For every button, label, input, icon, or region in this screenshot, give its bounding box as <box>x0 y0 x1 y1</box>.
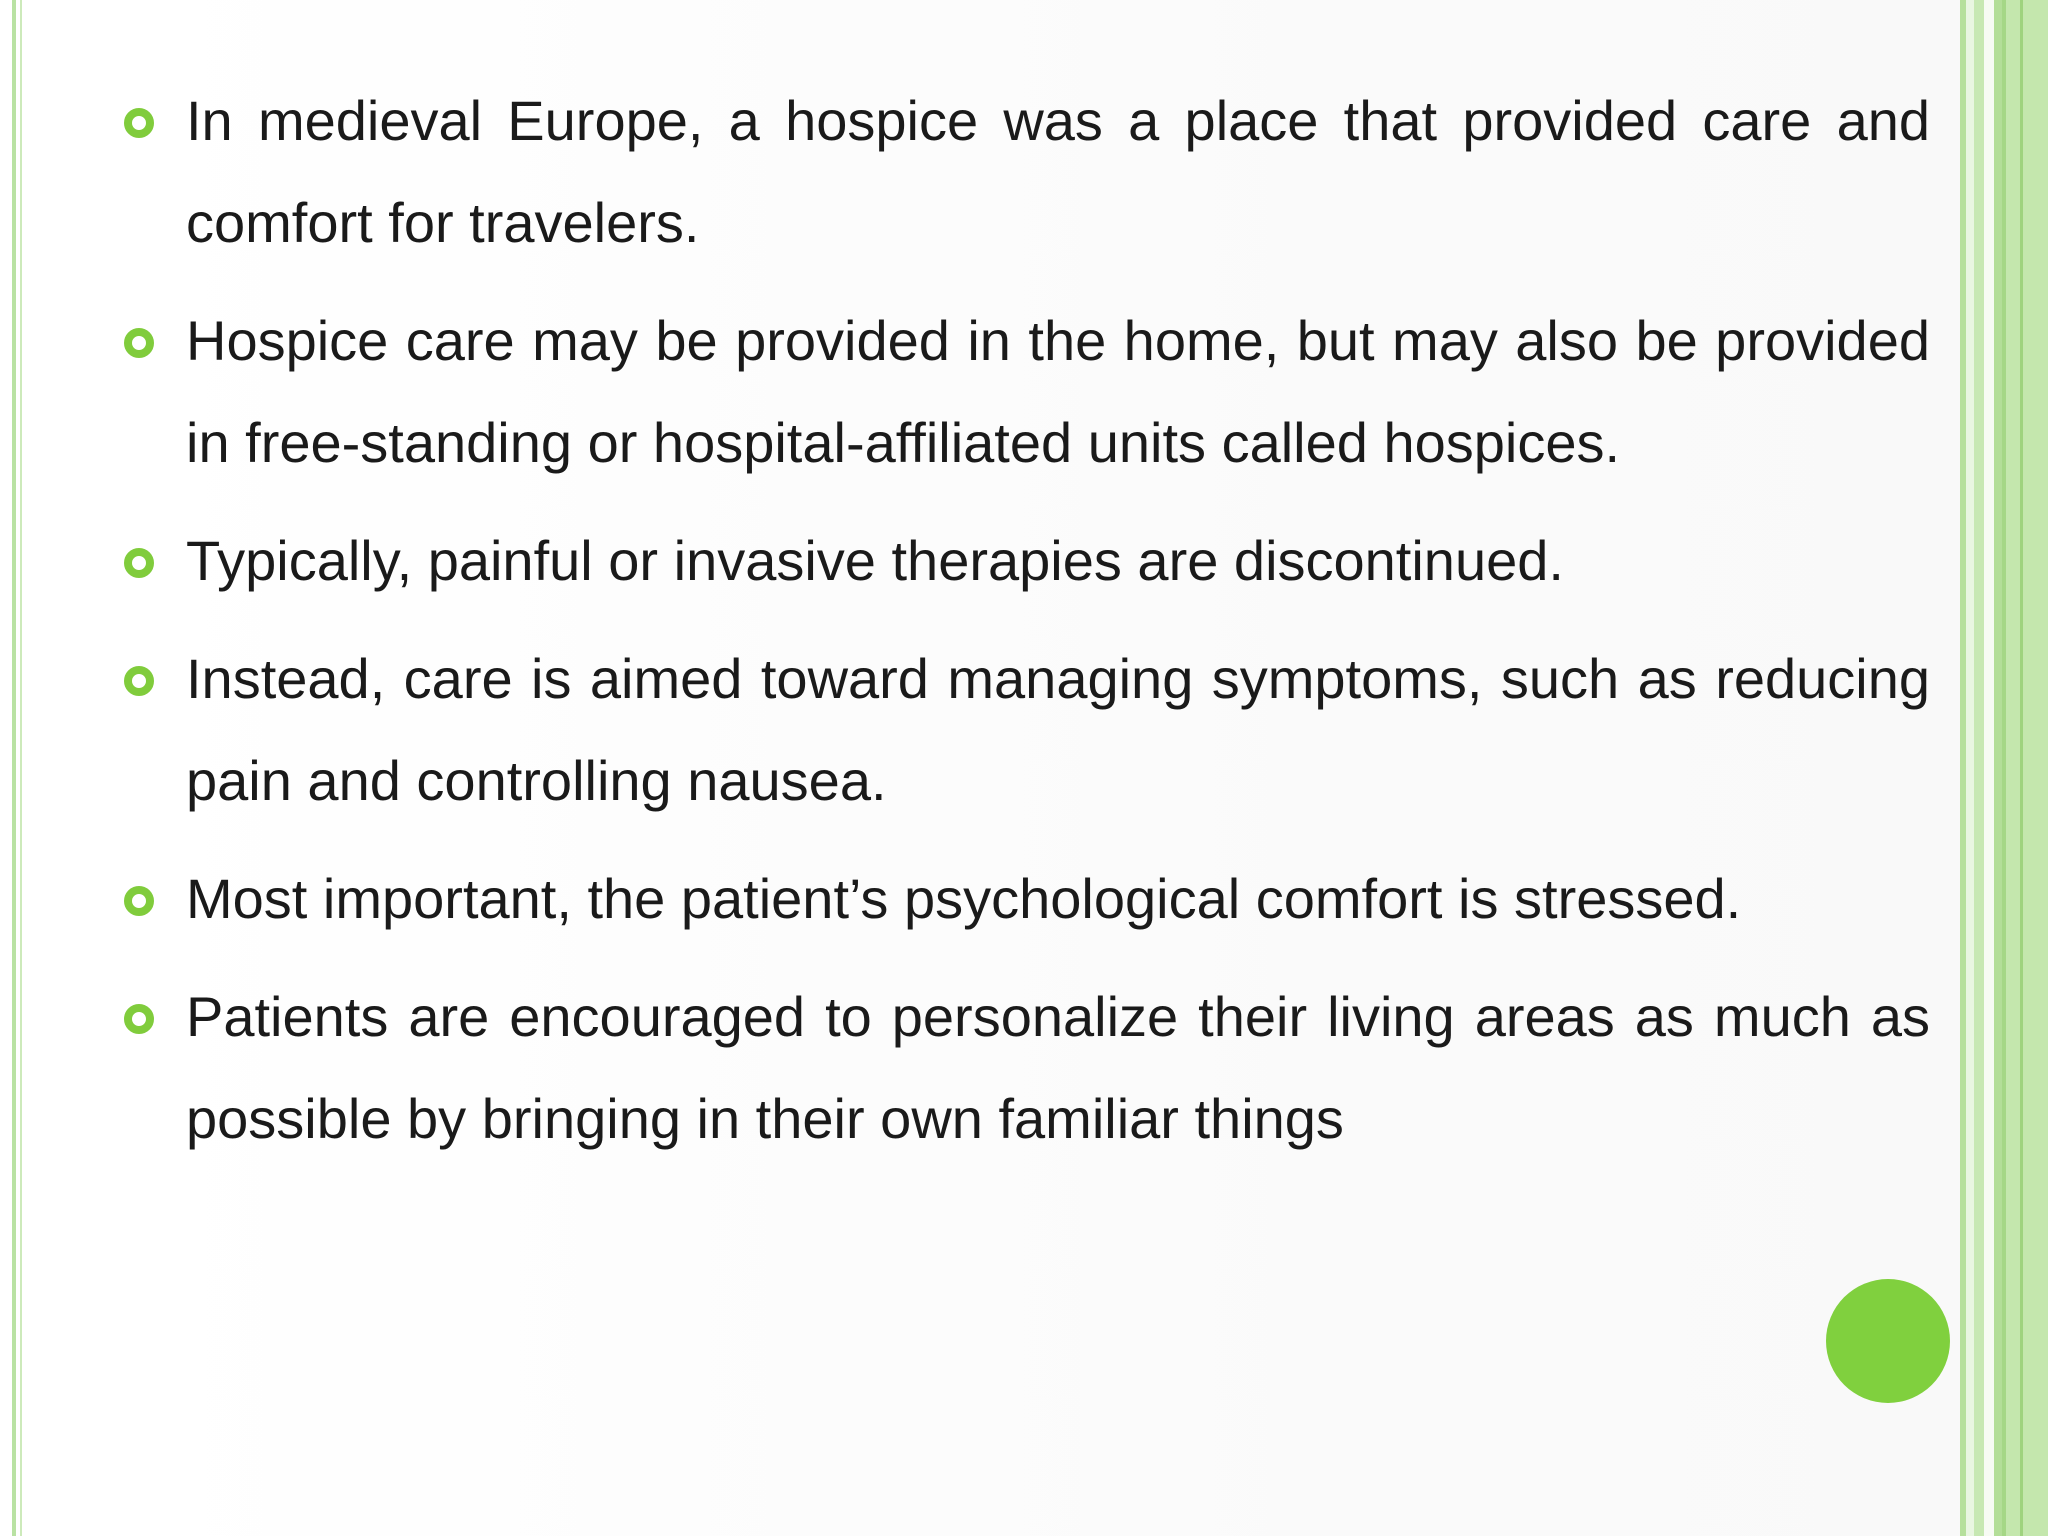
right-border-stripe <box>1974 0 1984 1536</box>
bullet-item <box>120 510 1930 612</box>
ring-bullet-icon <box>124 548 154 578</box>
ring-bullet-icon <box>124 886 154 916</box>
bullet-text: Patients are encouraged to personalize their living areas as much as possible by bringing in their own familiar things <box>186 985 1930 1150</box>
bullet-item <box>120 966 1930 1170</box>
right-border-stripe <box>2020 0 2023 1536</box>
bullet-text: Instead, care is aimed toward managing symptoms, such as reducing pain and controlling nausea. <box>186 647 1930 812</box>
left-border-line <box>12 0 16 1536</box>
bullet-text: In medieval Europe, a hospice was a place that provided care and comfort for travelers. <box>186 89 1930 254</box>
ring-bullet-icon <box>124 1004 154 1034</box>
right-border-stripe <box>1994 0 2002 1536</box>
bullet-text: Most important, the patient’s psychological comfort is stressed. <box>186 867 1742 930</box>
decorative-green-circle <box>1826 1279 1950 1403</box>
bullet-item <box>120 848 1930 950</box>
bullet-item <box>120 290 1930 494</box>
bullet-list <box>120 70 1930 1186</box>
left-border-line <box>20 0 22 1536</box>
ring-bullet-icon <box>124 666 154 696</box>
ring-bullet-icon <box>124 108 154 138</box>
bullet-item <box>120 70 1930 274</box>
right-border-stripe <box>2006 0 2048 1536</box>
right-border-stripe <box>1984 0 1994 1536</box>
bullet-text: Hospice care may be provided in the home, but may also be provided in free-standing or hospital-affiliated units called hospices. <box>186 309 1930 474</box>
bullet-text: Typically, painful or invasive therapies are discontinued. <box>186 529 1564 592</box>
ring-bullet-icon <box>124 328 154 358</box>
right-border-stripe <box>1966 0 1974 1536</box>
bullet-item <box>120 628 1930 832</box>
